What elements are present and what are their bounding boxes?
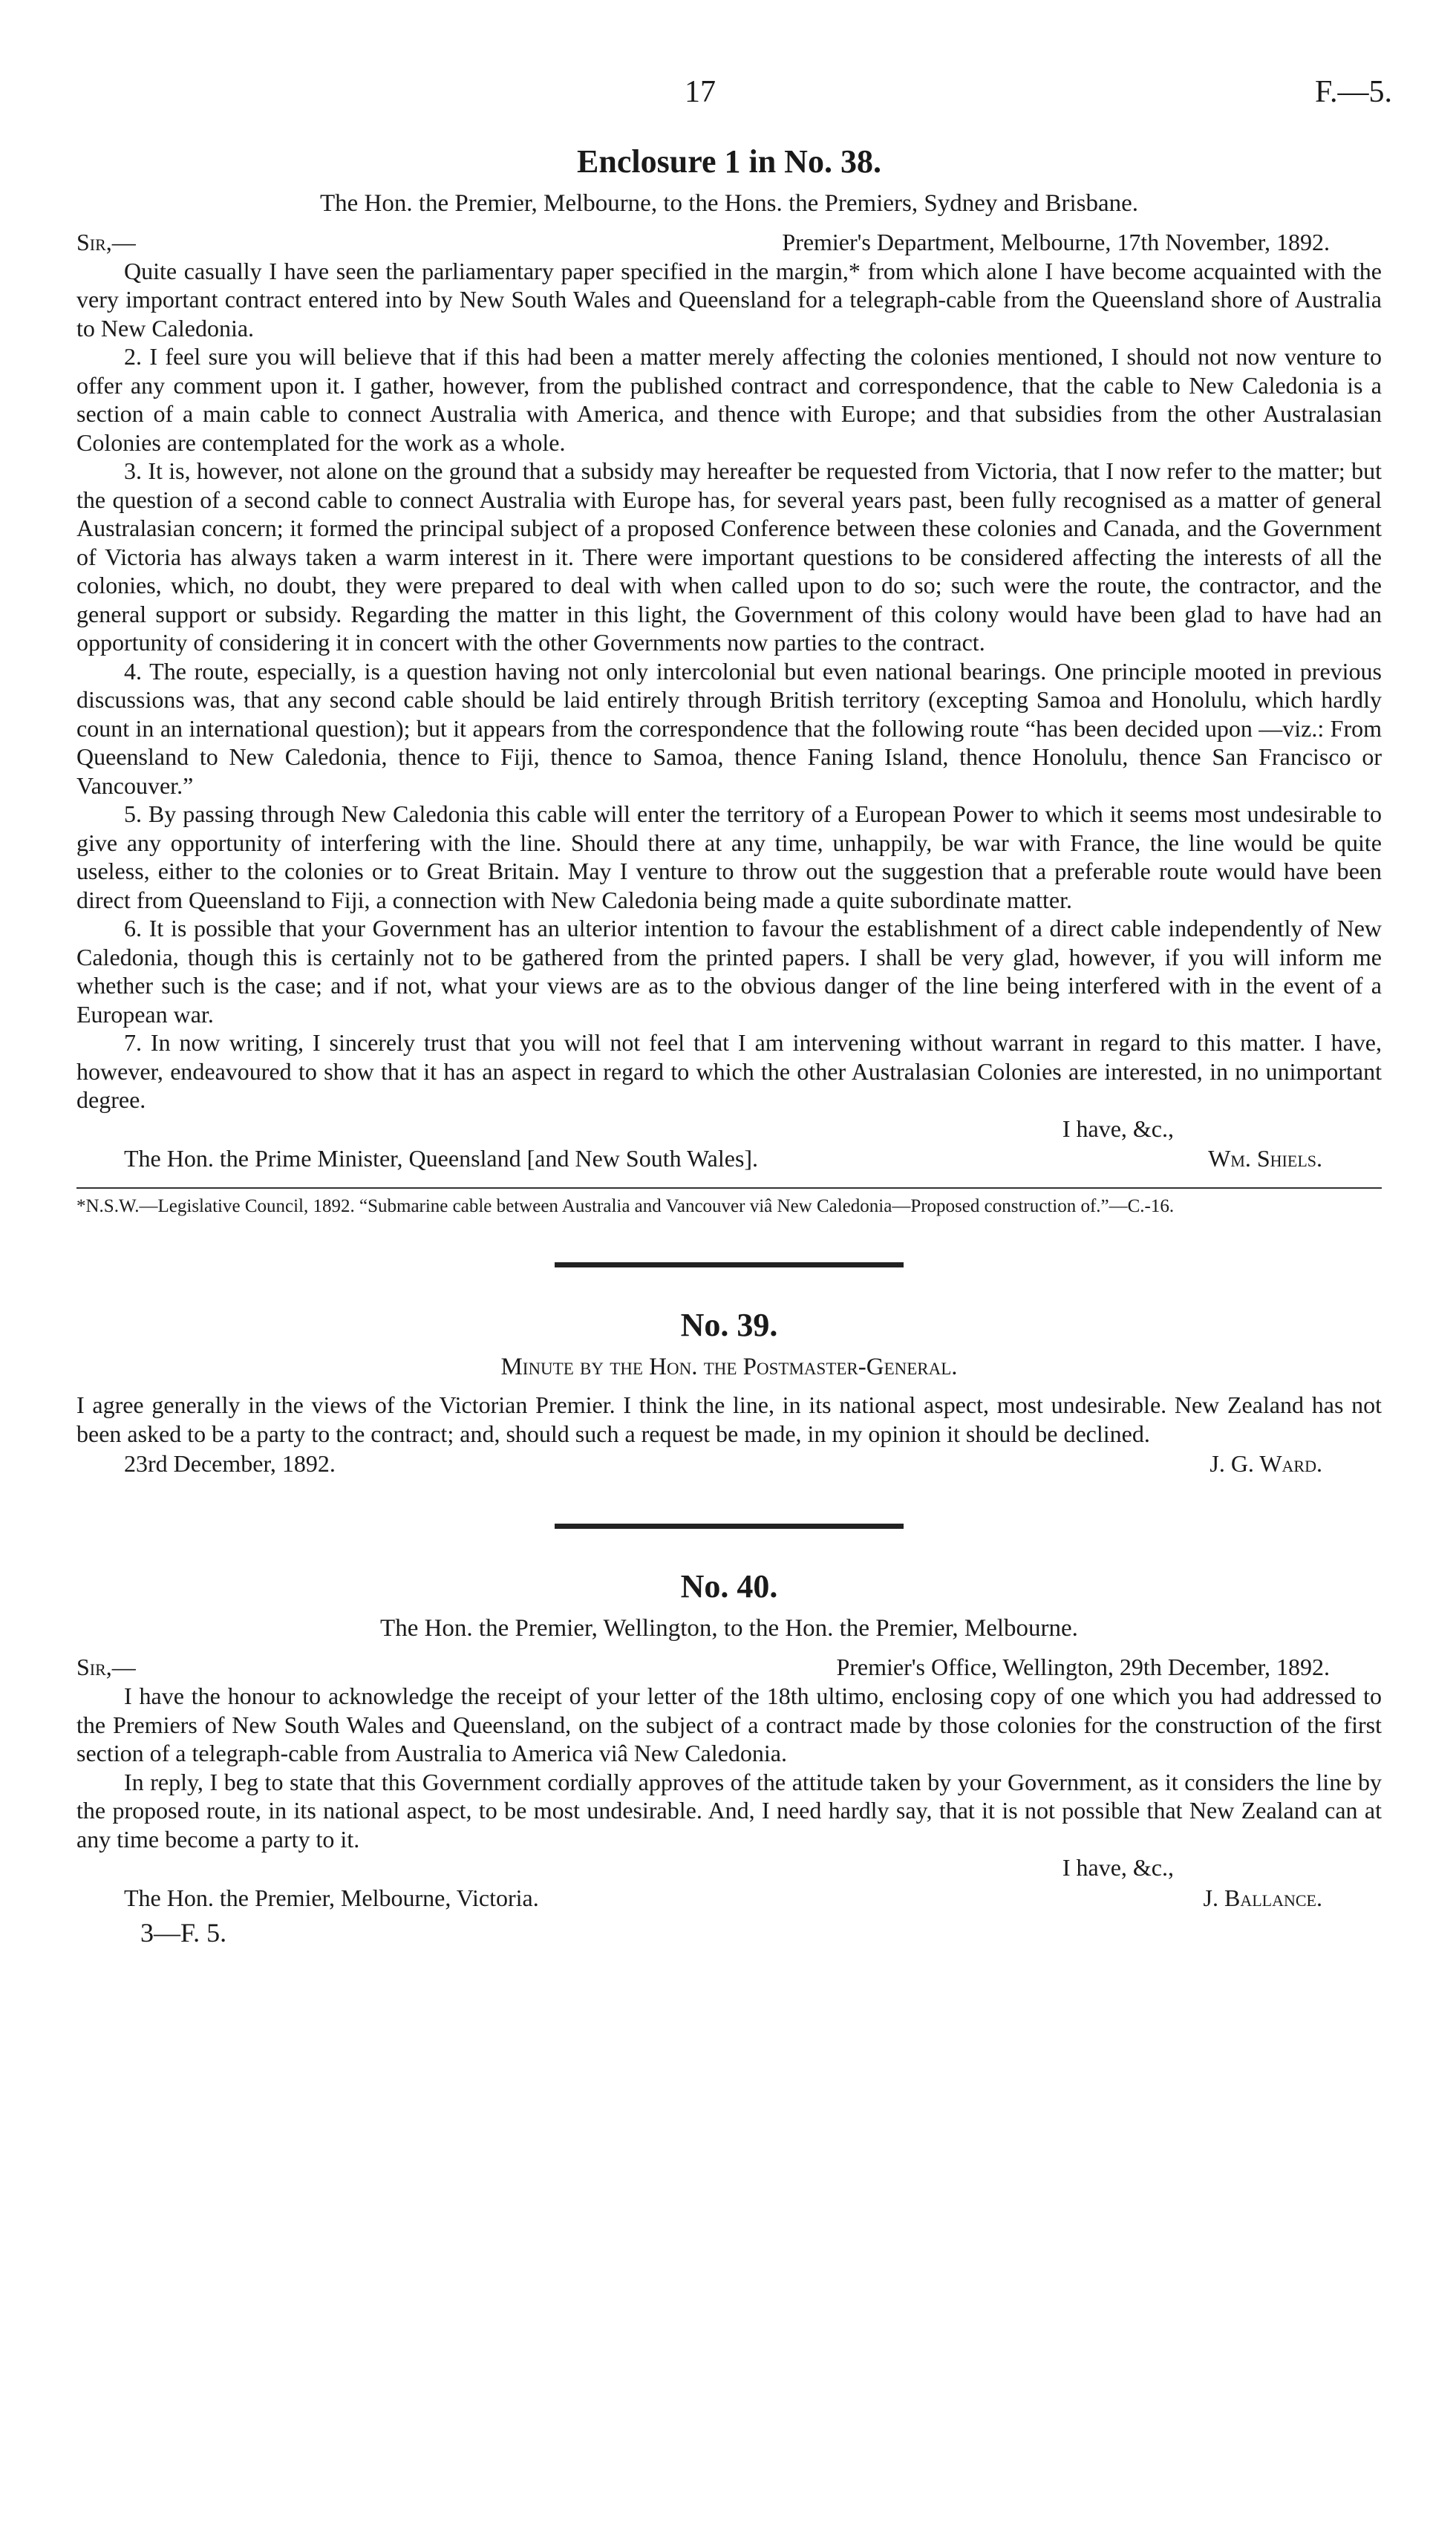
no39-heading: No. 39. [680, 1307, 778, 1344]
no39-signature-row [76, 1448, 1382, 1479]
enclosure-paragraph-1: Quite casually I have seen the parliamentary paper specified in the margin,* from which alone I have become acquainted with the very important contract entered into by New South Wales and Queensland for a telegraph-cable from the Queensland shore of Australia to New Caledonia. [76, 257, 1382, 342]
no40-heading: No. 40. [680, 1568, 778, 1605]
enclosure-subheading: The Hon. the Premier, Melbourne, to the Hons. the Premiers, Sydney and Brisbane. [319, 190, 1139, 217]
enclosure-signature: Wm. Shiels. [1208, 1145, 1322, 1172]
enclosure-paragraph-4: 4. The route, especially, is a question having not only intercolonial but even national bearings. One principle mooted in previous discussions was, that any second cable should be laid entirely through British territory (excepting Samoa and Honolulu, which hardly count in an international question); but it appears from the correspondence that the following route “has been decided upon —viz.: From Queensland to New Caledonia, thence to Fiji, thence to Samoa, thence Faning Island, thence Honolulu, thence San Francisco or Vancouver.” [76, 657, 1382, 799]
section-divider [555, 1524, 904, 1529]
no40-addressee: The Hon. the Premier, Melbourne, Victoria. [124, 1884, 539, 1911]
enclosure-heading: Enclosure 1 in No. 38. [577, 143, 881, 180]
enclosure-paragraph-3: 3. It is, however, not alone on the ground that a subsidy may hereafter be requested from Victoria, that I now refer to the matter; but the question of a second cable to connect Australia with Europe has, for several years past, been fully recognised as a matter of general Australasian concern; it formed the principal subject of a proposed Conference between these colonies and Canada, and the Government of Victoria has always taken a warm interest in it. There were important questions to be considered affecting the interests of all the colonies, which, no doubt, they were prepared to deal with when called upon to do so; such were the route, the contractor, and the general support or subsidy. Regarding the matter in this light, the Government of this colony would have been glad to have had an opportunity of considering it in concert with the other Governments now parties to the contract. [76, 457, 1382, 656]
no40-closing: I have, &c., [1062, 1854, 1174, 1882]
footnote-divider [76, 1187, 1382, 1189]
enclosure-paragraph-7: 7. In now writing, I sincerely trust that you will not feel that I am intervening without warrant in regard to this matter. I have, however, endeavoured to show that it has an aspect in regard to which the other Australasian Colonies are interested, in no unimportant degree. [76, 1029, 1382, 1114]
no40-salutation-row [76, 1652, 1382, 1682]
no40-paragraph-2: In reply, I beg to state that this Government cordially approves of the attitude taken by your Government, as it considers the line by the proposed route, in its national aspect, to be most undesirable. And, I need hardly say, that it is not possible that New Zealand can at any time become a party to it. [76, 1768, 1382, 1853]
page-content [76, 141, 1382, 1949]
footnote: *N.S.W.—Legislative Council, 1892. “Submarine cable between Australia and Vancouver viâ New Caledonia—Proposed construction of.”—C.-16. [76, 1196, 1175, 1217]
sheet-signature-mark: 3—F. 5. [140, 1917, 227, 1948]
enclosure-salutation: Sir,— [76, 228, 136, 255]
no40-subheading: The Hon. the Premier, Wellington, to the Hon. the Premier, Melbourne. [380, 1615, 1078, 1642]
no40-address-row [76, 1882, 1382, 1913]
enclosure-addressee: The Hon. the Prime Minister, Queensland [and New South Wales]. [124, 1145, 759, 1172]
page-number: 17 [685, 75, 716, 109]
no39-subheading: Minute by the Hon. the Postmaster-General. [500, 1354, 958, 1381]
page-reference: F.—5. [1315, 75, 1392, 109]
enclosure-paragraph-5: 5. By passing through New Caledonia this cable will enter the territory of a European Power to which it seems most undesirable to give any opportunity of interfering with the line. Should there at any time, unhappily, be war with France, the line would be quite useless, either to the colonies or to Great Britain. May I venture to throw out the suggestion that a preferable route would have been direct from Queensland to Fiji, a connection with New Caledonia being made a quite subordinate matter. [76, 800, 1382, 913]
page-header [0, 74, 1456, 119]
no40-salutation: Sir,— [76, 1654, 136, 1681]
no40-section [76, 1566, 1382, 1948]
no40-paragraph-1: I have the honour to acknowledge the receipt of your letter of the 18th ultimo, enclosing copy of one which you had addressed to the Premiers of New South Wales and Queensland, on the subject of a contract made by those colonies for the construction of the first section of a telegraph-cable from Australia to America viâ New Caledonia. [76, 1683, 1382, 1767]
enclosure-address-row [76, 1143, 1382, 1174]
enclosure-section [76, 141, 1382, 1218]
enclosure-dateline: Premier's Department, Melbourne, 17th November, 1892. [782, 228, 1330, 255]
enclosure-salutation-row [76, 227, 1382, 257]
no39-paragraph: I agree generally in the views of the Victorian Premier. I think the line, in its national aspect, most undesirable. New Zealand has not been asked to be a party to the contract; and, should such a request be made, in my opinion it should be declined. [76, 1391, 1382, 1447]
no40-signature: J. Ballance. [1203, 1884, 1322, 1911]
no39-date: 23rd December, 1892. [124, 1450, 336, 1478]
no39-signature: J. G. Ward. [1209, 1450, 1322, 1478]
section-divider [555, 1262, 904, 1267]
enclosure-paragraph-6: 6. It is possible that your Government has an ulterior intention to favour the establishment of a direct cable independently of New Caledonia, though this is certainly not to be gathered from the printed papers. I shall be very glad, however, if you will inform me whether such is the case; and if not, what your views are as to the obvious danger of the line being interfered with in the event of a European war. [76, 915, 1382, 1028]
no40-dateline: Premier's Office, Wellington, 29th December, 1892. [836, 1654, 1330, 1681]
no39-section [76, 1305, 1382, 1479]
enclosure-paragraph-2: 2. I feel sure you will believe that if this had been a matter merely affecting the colonies mentioned, I should not now venture to offer any comment upon it. I gather, however, from the published contract and correspondence, that the cable to New Caledonia is a section of a main cable to connect Australia with America, and thence with Europe; and that subsidies from the other Australasian Colonies are contemplated for the work as a whole. [76, 343, 1382, 456]
enclosure-closing: I have, &c., [1062, 1114, 1174, 1142]
